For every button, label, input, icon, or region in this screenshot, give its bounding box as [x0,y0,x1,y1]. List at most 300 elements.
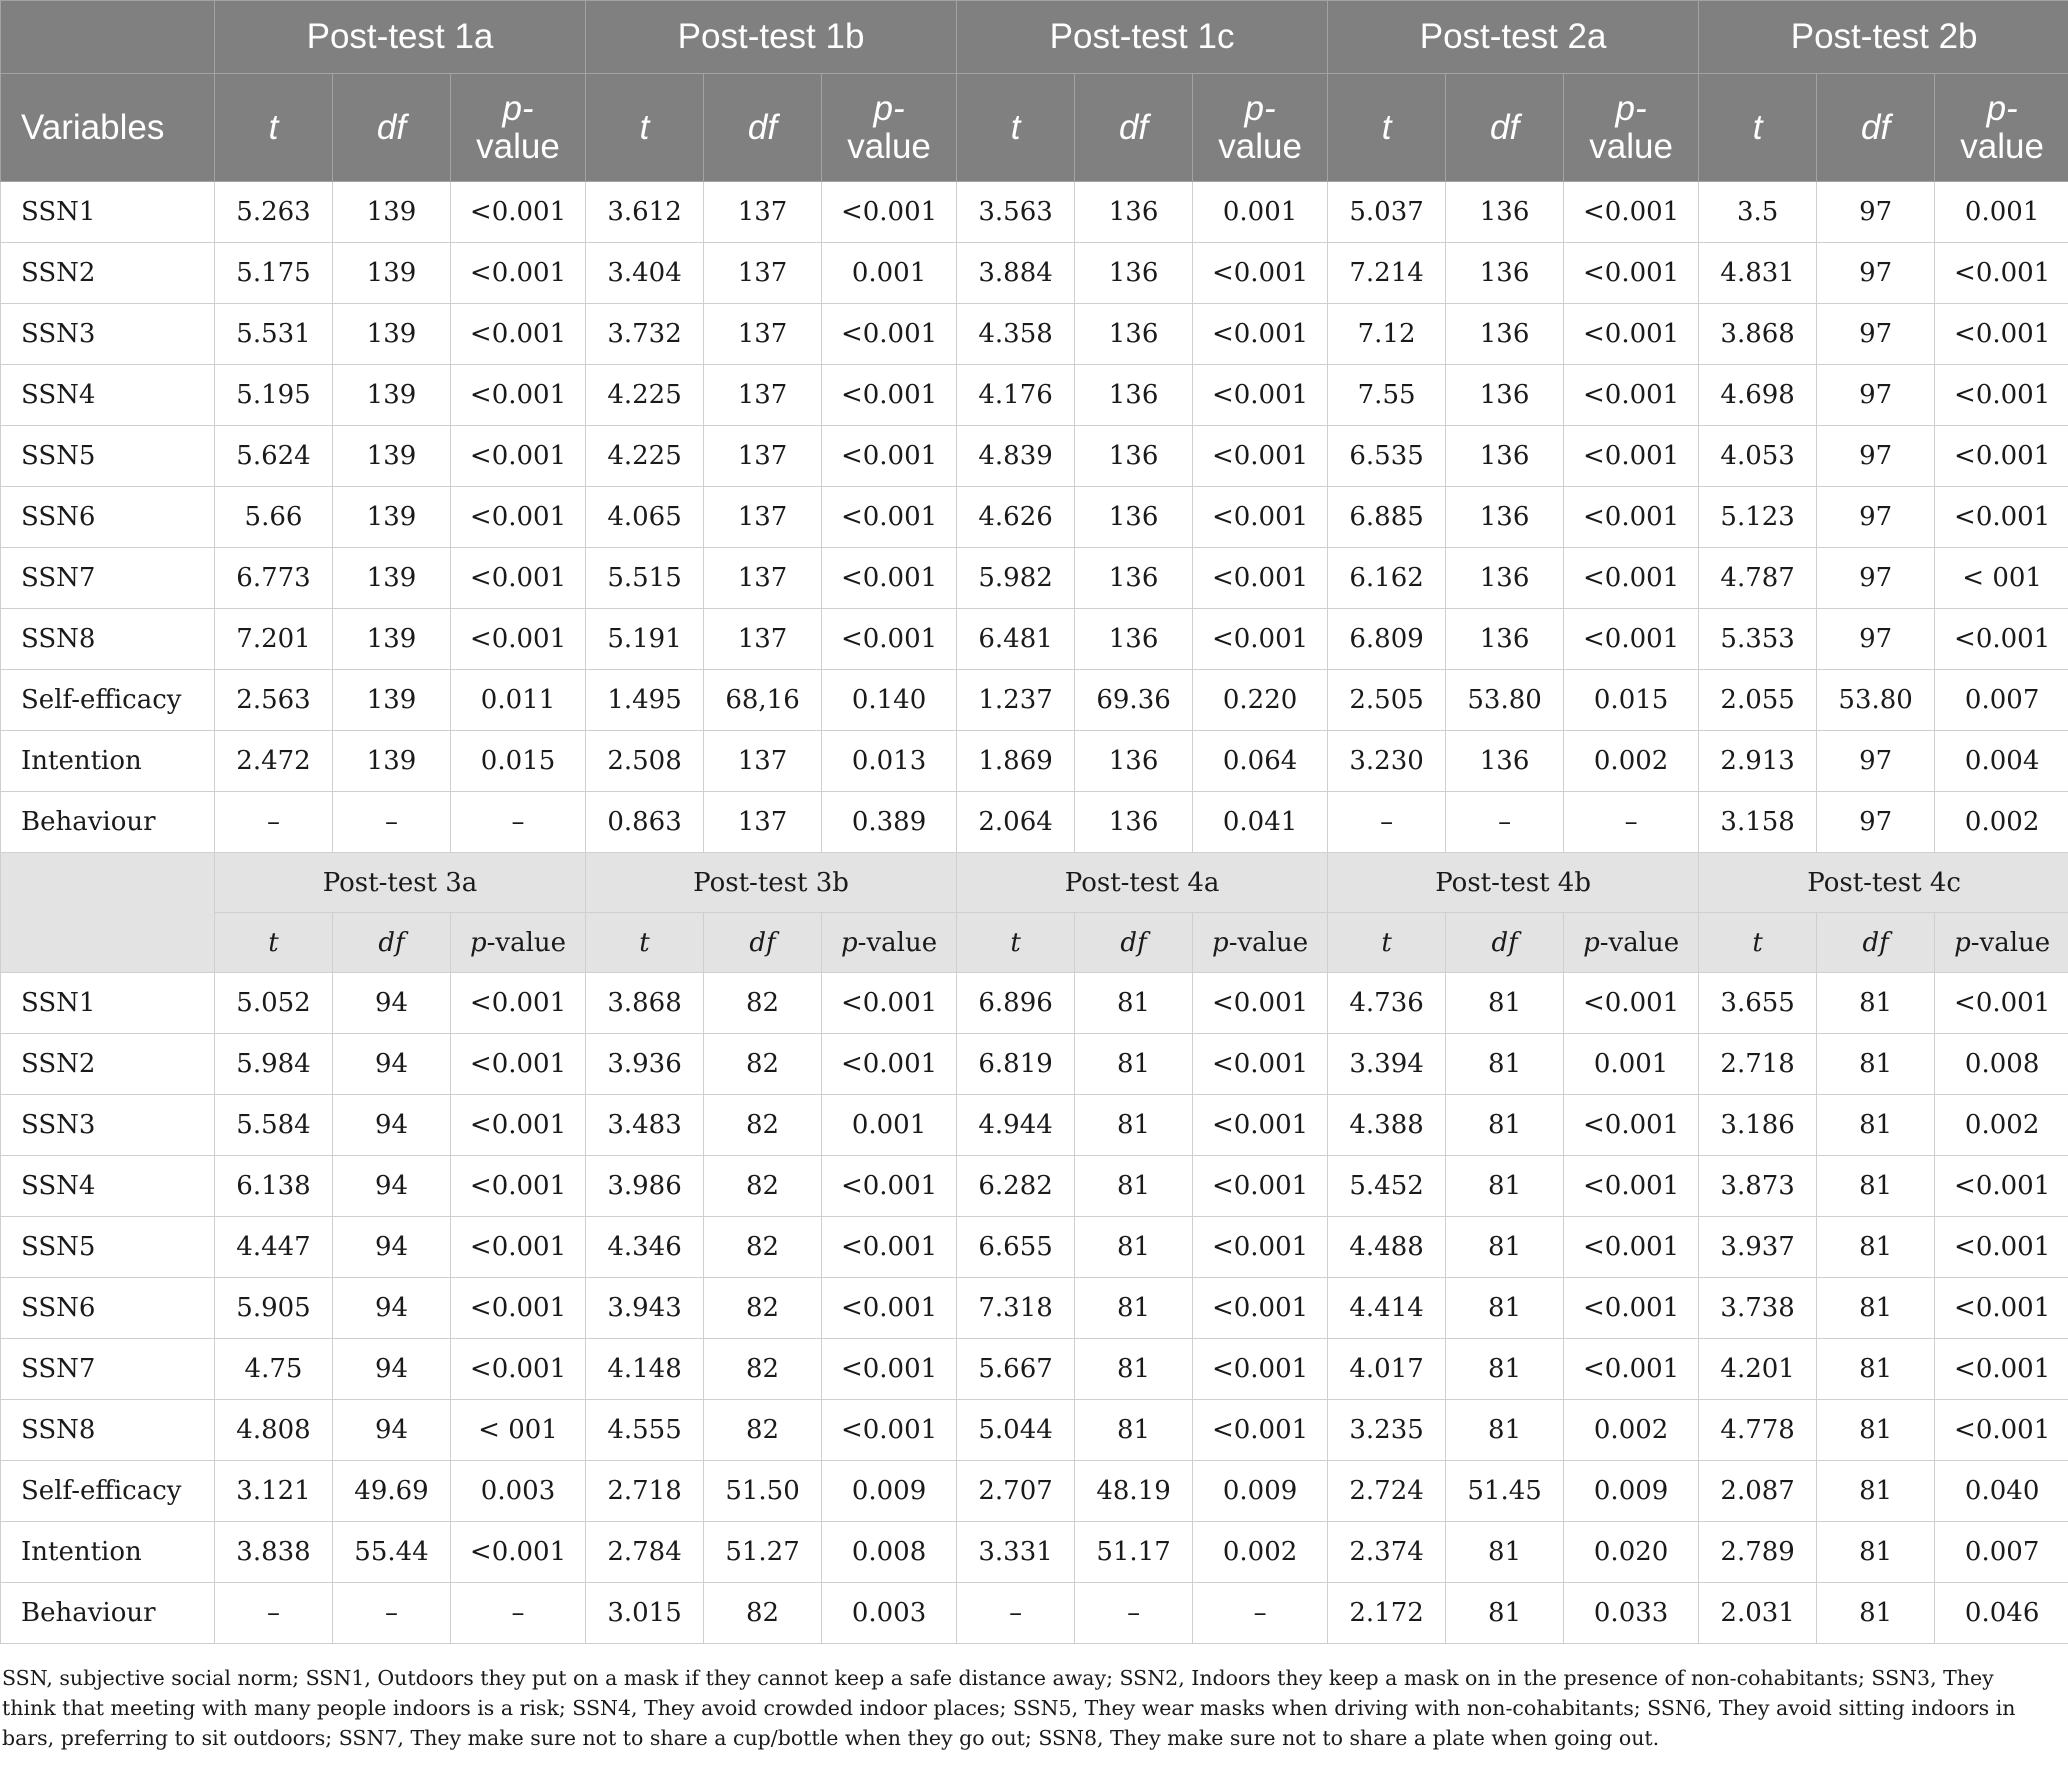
table-cell: 51.27 [704,1522,822,1583]
table-cell: <0.001 [451,973,586,1034]
table-cell: 137 [704,609,822,670]
table-cell: 81 [1075,1156,1193,1217]
table-cell: <0.001 [1193,609,1328,670]
table-cell: 3.884 [957,243,1075,304]
group-header: Post-test 4c [1699,853,2068,913]
table-cell: 5.515 [586,548,704,609]
row-label: SSN2 [1,1034,215,1095]
table-cell: 0.011 [451,670,586,731]
table-cell: <0.001 [1564,1217,1699,1278]
table-cell: – [1564,792,1699,853]
table-cell: 136 [1446,365,1564,426]
table-cell: 5.123 [1699,487,1817,548]
table-cell: 5.584 [215,1095,333,1156]
table-row [1,1034,2068,1095]
table-cell: – [451,1583,586,1644]
table-cell: 81 [1446,1583,1564,1644]
col-header-p-label: p [469,927,487,958]
table-cell: 81 [1817,1034,1935,1095]
table-cell: 5.452 [1328,1156,1446,1217]
table-cell: <0.001 [1935,973,2068,1034]
col-header-p-label: p- [1244,88,1276,128]
table-cell: 2.718 [586,1461,704,1522]
table-cell: 136 [1075,365,1193,426]
table-cell: – [333,1583,451,1644]
table-cell: 0.007 [1935,1522,2068,1583]
table-cell: 4.346 [586,1217,704,1278]
col-header-df-label: df [747,107,778,147]
table-cell: 4.225 [586,426,704,487]
table-cell: 3.943 [586,1278,704,1339]
table-cell: <0.001 [1935,1339,2068,1400]
table-cell: 5.052 [215,973,333,1034]
table-cell: 137 [704,792,822,853]
table-cell: 4.488 [1328,1217,1446,1278]
table-cell: <0.001 [1193,1339,1328,1400]
row-label: SSN6 [1,487,215,548]
table-cell: <0.001 [1564,182,1699,243]
table-cell: <0.001 [451,182,586,243]
table-cell: 0.002 [1935,792,2068,853]
row-label: SSN4 [1,365,215,426]
table-cell: 0.033 [1564,1583,1699,1644]
table-cell: <0.001 [1564,1339,1699,1400]
table-cell: <0.001 [451,1156,586,1217]
table-cell: 0.002 [1564,731,1699,792]
table-cell: 136 [1075,243,1193,304]
table-cell: 6.655 [957,1217,1075,1278]
group-header: Post-test 2b [1699,1,2068,74]
col-header-t [215,74,333,182]
col-header-df [1446,913,1564,973]
table-cell: 94 [333,1400,451,1461]
row-label: SSN1 [1,973,215,1034]
table-cell: 81 [1817,1095,1935,1156]
table-cell: 81 [1446,1034,1564,1095]
table-row [1,731,2068,792]
row-label: Self-efficacy [1,1461,215,1522]
table-row [1,1400,2068,1461]
table-row [1,304,2068,365]
col-header-value-label: -value [486,927,567,958]
table-cell: 97 [1817,548,1935,609]
table-cell: – [215,792,333,853]
table-cell: 137 [704,304,822,365]
col-header-df-label: df [1118,107,1149,147]
col-header-t-label: t [1010,927,1021,958]
col-header-t-label: t [1381,927,1392,958]
table-cell: 2.031 [1699,1583,1817,1644]
table-cell: <0.001 [1193,1400,1328,1461]
table-cell: <0.001 [451,1217,586,1278]
col-header-df-label: df [1861,107,1891,147]
table-cell: 6.896 [957,973,1075,1034]
col-header-p-label: p- [1986,88,2018,128]
table-cell: 3.868 [1699,304,1817,365]
table-cell: 7.55 [1328,365,1446,426]
table-cell: 3.015 [586,1583,704,1644]
table-cell: < 001 [1935,548,2068,609]
table-cell: 6.809 [1328,609,1446,670]
table-cell: 82 [704,973,822,1034]
table-cell: 81 [1817,973,1935,1034]
table-cell: 3.404 [586,243,704,304]
table-cell: 139 [333,426,451,487]
table-cell: 0.040 [1935,1461,2068,1522]
table-row [1,1278,2068,1339]
table-cell: 136 [1446,609,1564,670]
table-cell: <0.001 [822,1339,957,1400]
col-header-p-label: p- [502,88,534,128]
table-cell: 3.235 [1328,1400,1446,1461]
table-cell: 6.819 [957,1034,1075,1095]
table-cell: 2.789 [1699,1522,1817,1583]
table-cell: <0.001 [1193,365,1328,426]
table-cell: 139 [333,609,451,670]
table-cell: <0.001 [822,487,957,548]
table-cell: <0.001 [1935,487,2068,548]
col-header-p-value [1564,913,1699,973]
table-cell: <0.001 [1935,1217,2068,1278]
header-corner-cell [1,1,215,74]
table-cell: <0.001 [1564,365,1699,426]
table-cell: 139 [333,304,451,365]
table-cell: <0.001 [822,1034,957,1095]
table-cell: 137 [704,243,822,304]
table-cell: 0.002 [1193,1522,1328,1583]
table-cell: 3.738 [1699,1278,1817,1339]
table-cell: 139 [333,487,451,548]
col-header-df [1075,74,1193,182]
table-cell: 139 [333,365,451,426]
row-label: Intention [1,1522,215,1583]
table-cell: <0.001 [1935,1156,2068,1217]
table-cell: <0.001 [1935,426,2068,487]
table-cell: 3.331 [957,1522,1075,1583]
table-cell: 0.002 [1564,1400,1699,1461]
table-cell: 4.358 [957,304,1075,365]
table-cell: 136 [1446,731,1564,792]
col-header-p-value [451,913,586,973]
table-cell: 137 [704,487,822,548]
table-row [1,1217,2068,1278]
table-cell: 97 [1817,304,1935,365]
col-header-p-value [822,913,957,973]
table-cell: 136 [1075,731,1193,792]
table-cell: 81 [1075,1339,1193,1400]
table-cell: 97 [1817,609,1935,670]
col-header-value-label: value [476,126,560,166]
header-corner-cell [1,853,215,973]
table-cell: 0.008 [822,1522,957,1583]
table-cell: 81 [1446,1522,1564,1583]
table-cell: <0.001 [1193,1156,1328,1217]
table-cell: <0.001 [451,304,586,365]
col-header-df [704,74,822,182]
table-cell: 69.36 [1075,670,1193,731]
table-cell: 1.237 [957,670,1075,731]
table-cell: 94 [333,1156,451,1217]
table-cell: 51.50 [704,1461,822,1522]
col-header-df [1817,74,1935,182]
table-row [1,487,2068,548]
row-label: Behaviour [1,1583,215,1644]
table-cell: 2.064 [957,792,1075,853]
table-cell: 81 [1446,1095,1564,1156]
row-label: Behaviour [1,792,215,853]
table-cell: 6.773 [215,548,333,609]
col-header-df [1817,913,1935,973]
col-header-t-label: t [1752,927,1763,958]
table-cell: <0.001 [1564,609,1699,670]
col-header-p-label: p- [873,88,905,128]
table-cell: 81 [1817,1461,1935,1522]
table-cell: 82 [704,1095,822,1156]
row-label: SSN7 [1,1339,215,1400]
table-cell: 136 [1446,487,1564,548]
table-cell: 97 [1817,792,1935,853]
table-cell: 49.69 [333,1461,451,1522]
table-cell: – [1075,1583,1193,1644]
table-cell: 5.037 [1328,182,1446,243]
col-header-df [333,74,451,182]
col-header-df-label: df [1120,927,1147,958]
col-header-t [1699,913,1817,973]
table-cell: 5.191 [586,609,704,670]
table-cell: 81 [1817,1217,1935,1278]
table-cell: 0.046 [1935,1583,2068,1644]
row-label: SSN8 [1,1400,215,1461]
table-cell: 81 [1446,1278,1564,1339]
table-cell: <0.001 [1564,973,1699,1034]
row-label: SSN3 [1,304,215,365]
table-cell: 94 [333,1278,451,1339]
col-header-p-value [1193,913,1328,973]
table-cell: 4.414 [1328,1278,1446,1339]
col-header-df-label: df [378,927,405,958]
table-cell: 136 [1075,182,1193,243]
table-cell: <0.001 [1564,426,1699,487]
row-label: Self-efficacy [1,670,215,731]
table-cell: 136 [1075,548,1193,609]
col-header-t-label: t [268,107,279,147]
table-cell: <0.001 [1935,609,2068,670]
table-cell: 0.863 [586,792,704,853]
table-cell: <0.001 [822,609,957,670]
col-header-p-label: p [1583,927,1600,958]
table-cell: 0.003 [451,1461,586,1522]
table-cell: 5.353 [1699,609,1817,670]
table-cell: 2.472 [215,731,333,792]
table-cell: 0.020 [1564,1522,1699,1583]
row-label: SSN1 [1,182,215,243]
col-header-value-label: value [847,126,931,166]
table-row [1,1522,2068,1583]
table-cell: 3.5 [1699,182,1817,243]
table-cell: 136 [1075,426,1193,487]
group-header: Post-test 3b [586,853,957,913]
row-label: SSN7 [1,548,215,609]
col-header-p-value [1193,74,1328,182]
table-cell: 7.318 [957,1278,1075,1339]
table-cell: <0.001 [451,487,586,548]
col-header-t-label: t [639,107,650,147]
table-cell: 5.624 [215,426,333,487]
table-cell: 81 [1817,1278,1935,1339]
table-cell: 82 [704,1034,822,1095]
table-cell: <0.001 [822,304,957,365]
table-cell: 137 [704,426,822,487]
table-row [1,548,2068,609]
table-cell: – [1193,1583,1328,1644]
table-cell: <0.001 [1935,365,2068,426]
table-cell: 1.495 [586,670,704,731]
table-cell: 1.869 [957,731,1075,792]
group-header: Post-test 3a [215,853,586,913]
table-cell: <0.001 [1193,548,1328,609]
table-cell: <0.001 [451,609,586,670]
table-cell: <0.001 [1193,426,1328,487]
table-cell: 82 [704,1339,822,1400]
table-cell: 5.982 [957,548,1075,609]
table-cell: – [333,792,451,853]
table-cell: 3.563 [957,182,1075,243]
table-cell: 0.001 [1193,182,1328,243]
table-cell: <0.001 [822,1278,957,1339]
table-cell: 0.041 [1193,792,1328,853]
table-cell: <0.001 [451,1034,586,1095]
table2-body [1,973,2068,1644]
table-cell: – [1446,792,1564,853]
table-cell: 137 [704,365,822,426]
table-cell: 0.008 [1935,1034,2068,1095]
table-cell: 7.214 [1328,243,1446,304]
table-cell: 6.282 [957,1156,1075,1217]
table-cell: 0.001 [822,243,957,304]
table-cell: 136 [1075,609,1193,670]
table-cell: 136 [1446,548,1564,609]
table-cell: 4.831 [1699,243,1817,304]
table-cell: 4.017 [1328,1339,1446,1400]
table-cell: <0.001 [822,973,957,1034]
table-cell: 136 [1075,487,1193,548]
table-cell: 81 [1817,1400,1935,1461]
table-cell: 4.176 [957,365,1075,426]
table-cell: <0.001 [822,182,957,243]
table-cell: 2.055 [1699,670,1817,731]
col-header-t-label: t [1752,107,1763,147]
table-cell: 3.838 [215,1522,333,1583]
table-cell: 2.374 [1328,1522,1446,1583]
table-cell: 3.732 [586,304,704,365]
table1-group-header-row [1,1,2068,74]
table-cell: 68,16 [704,670,822,731]
table-cell: <0.001 [1935,304,2068,365]
col-header-value-label: -value [1228,927,1309,958]
table-cell: 139 [333,243,451,304]
col-header-value-label: value [1589,126,1673,166]
table-cell: <0.001 [1564,548,1699,609]
table-row [1,182,2068,243]
row-label: SSN2 [1,243,215,304]
table-cell: 97 [1817,731,1935,792]
table-cell: 0.009 [1193,1461,1328,1522]
table-cell: 3.394 [1328,1034,1446,1095]
table-cell: 0.015 [1564,670,1699,731]
row-label: SSN3 [1,1095,215,1156]
table-cell: <0.001 [822,365,957,426]
table-cell: <0.001 [1193,304,1328,365]
table-cell: 0.001 [822,1095,957,1156]
table-cell: – [957,1583,1075,1644]
col-header-t [957,913,1075,973]
col-header-df [333,913,451,973]
table-cell: 81 [1817,1522,1935,1583]
group-header: Post-test 1b [586,1,957,74]
table-cell: 48.19 [1075,1461,1193,1522]
table-cell: 82 [704,1583,822,1644]
table-cell: 0.004 [1935,731,2068,792]
table-cell: 94 [333,973,451,1034]
table-cell: 6.162 [1328,548,1446,609]
table-row [1,973,2068,1034]
table-row [1,792,2068,853]
table-cell: 3.186 [1699,1095,1817,1156]
table-cell: 136 [1446,304,1564,365]
table-cell: 4.944 [957,1095,1075,1156]
col-header-t [215,913,333,973]
table-cell: 3.868 [586,973,704,1034]
table-cell: 81 [1075,973,1193,1034]
table-cell: 0.001 [1564,1034,1699,1095]
table-cell: <0.001 [451,426,586,487]
table-cell: 0.389 [822,792,957,853]
table-cell: 51.17 [1075,1522,1193,1583]
table-cell: 4.388 [1328,1095,1446,1156]
table-cell: 81 [1075,1034,1193,1095]
table-cell: <0.001 [822,548,957,609]
table-cell: 3.230 [1328,731,1446,792]
col-header-p-label: p- [1615,88,1647,128]
table-cell: <0.001 [1564,243,1699,304]
table-cell: 0.009 [1564,1461,1699,1522]
table-cell: 81 [1446,973,1564,1034]
table-row [1,609,2068,670]
col-header-df [704,913,822,973]
table-cell: < 001 [451,1400,586,1461]
table-cell: 7.201 [215,609,333,670]
col-header-df-label: df [376,107,407,147]
table-cell: <0.001 [1193,1095,1328,1156]
table-cell: 81 [1817,1583,1935,1644]
col-header-t [1328,913,1446,973]
table-cell: 137 [704,548,822,609]
table-cell: 81 [1075,1400,1193,1461]
table-cell: <0.001 [1564,1156,1699,1217]
col-header-value-label: value [1218,126,1302,166]
table-row [1,1095,2068,1156]
table-cell: 6.885 [1328,487,1446,548]
table2-group-header-row [1,853,2068,913]
table-cell: 3.937 [1699,1217,1817,1278]
table-cell: <0.001 [451,1522,586,1583]
table-cell: 53.80 [1446,670,1564,731]
table-cell: 81 [1075,1095,1193,1156]
table-cell: 2.724 [1328,1461,1446,1522]
table-cell: 81 [1817,1339,1935,1400]
table-cell: <0.001 [1193,973,1328,1034]
table-cell: <0.001 [1935,1400,2068,1461]
